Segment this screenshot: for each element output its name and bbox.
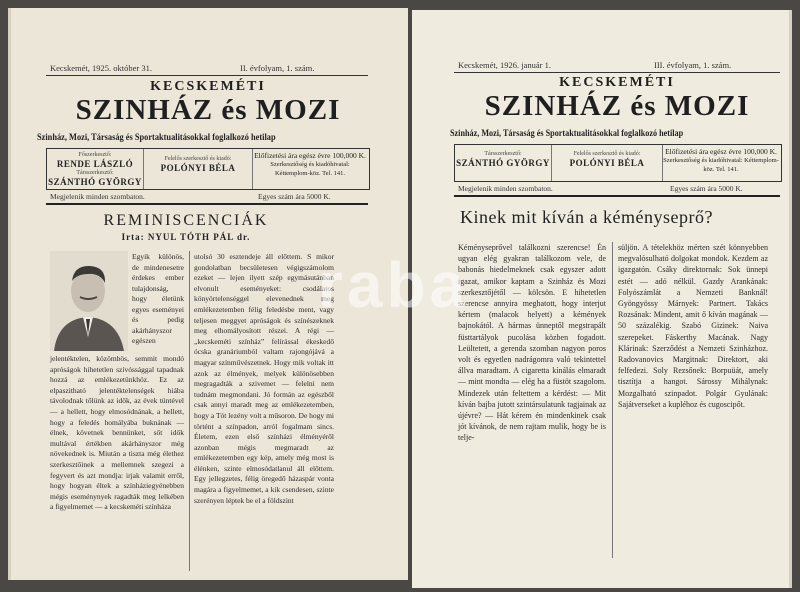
- co-editor-label: Társszerkesztő:: [76, 170, 114, 176]
- article-column-1: Kéményseprővel találkozni szerencse! Én ugyan elég gyakran találkozom vele, de babonás hiedelmeknek csak egyszer adott igazat, amikor kaptam a Szinház és Mozi szerkesztőjétől — kölcsön. E hihetetlen szerencse annyira meghatott, hogy interjut kértem (malacok helyett) a kémények bajnokától. A hármas ünneptől megstrapált füsttartályok pucolása közben fogadott. Leültetett, a gerenda szomban nagyon poros volt és egyetlen nadrágomra való tekintettel állva maradtam. A cigaretta kínálás elmaradt — mint mondta — elég ha a füstöt szagolom. Mindezek után feltettem a kérdést: — Mit kíván bajba jutott szintársulatunk tagjainak az újévre? — Hát kérem én mindenkinek csak jót kívánok, de nem rajtam mulik, hogy be is telje-: [458, 243, 606, 443]
- article-title: REMINISCENCIÁK: [103, 212, 269, 229]
- page-edge: [789, 10, 792, 588]
- masthead-small: KECSKEMÉTI: [559, 75, 675, 90]
- masthead-title: SZINHÁZ és MOZI: [484, 90, 750, 122]
- watermark: raba: [318, 249, 470, 321]
- editor-cell: [47, 151, 143, 187]
- editor-name: RENDE LÁSZLÓ: [56, 159, 134, 169]
- price-note: Egyes szám ára 5000 K.: [670, 184, 743, 193]
- date-line: Kecskemét, 1925. október 31.: [50, 63, 152, 73]
- co-editor-label: Társszerkesztő:: [484, 151, 522, 157]
- publisher-name: POLÓNYI BÉLA: [160, 163, 236, 173]
- rule: [46, 203, 368, 205]
- editor-label: Főszerkesztő:: [78, 152, 112, 158]
- office-text: Szerkesztőség és kiadóhivatal: Kéttemplom-köz. Tel. 141.: [663, 157, 779, 173]
- volume-line: II. évfolyam, 1. szám.: [240, 63, 315, 73]
- co-editor-name: SZÁNTHÓ GYÖRGY: [48, 177, 142, 187]
- editor-cell: [455, 150, 551, 168]
- price-note: Egyes szám ára 5000 K.: [258, 192, 331, 201]
- office-text: Szerkesztőség és kiadóhivatal: Kéttemplom-köz. Tel. 141.: [270, 161, 350, 177]
- imprint-box: [454, 144, 782, 182]
- publisher-label: Felelős szerkesztő és kiadó:: [573, 151, 641, 157]
- subscription-cell: [663, 147, 779, 174]
- author-portrait: [50, 251, 128, 351]
- tagline: Szinház, Mozi, Társaság és Sportaktualitásokkal foglalkozó hetilap: [450, 129, 684, 139]
- subscription-cell: [253, 151, 367, 178]
- imprint-box: [46, 148, 370, 190]
- appears-note: Megjelenik minden szombaton.: [458, 184, 553, 193]
- appears-note: Megjelenik minden szombaton.: [50, 192, 145, 201]
- column-divider: [189, 251, 190, 571]
- tagline: Szinház, Mozi, Társaság és Sportaktualitásokkal foglalkozó hetilap: [37, 133, 276, 143]
- page-edge: [8, 8, 11, 580]
- publisher-name: POLÓNYI BÉLA: [569, 158, 645, 168]
- subscription-text: Előfizetési ára egész évre 100,000 K.: [254, 151, 366, 160]
- rule: [46, 75, 368, 76]
- masthead: [456, 75, 778, 121]
- rule: [454, 72, 780, 73]
- masthead-small: KECSKEMÉTI: [150, 79, 266, 94]
- publisher-label: Felelős szerkesztő és kiadó:: [164, 156, 232, 162]
- column-divider: [612, 242, 613, 558]
- article-column-2: utolsó 30 esztendeje áll előttem. S mikor gondolatban becsületesen végigszámolom ezeket — lejen ilyett szép egymásutánban elvonult eseményeket: csodálatos könyörtelenséggel elevenednek meg emlékezetemben félig feledésbe ment, vagy teljesen meggyet apróságok és színészeknek meg elhomályosított részei. A régi — „kecskeméti színház” felírással ékeskedő ócska granáriumból valtam rajongójává a magyar színművészetnek. Hogy mik voltak itt azok az élmények, melyek különösebben megragadták a szivemet — felelni nem tudnám megmondani. Jó formán az egészből csak annyi maradt meg az emlékezetemben, hogy a Tót lezény volt a műsoron. De hogy mi történt a színpadon, arról fogalmam sincs. Életem, ezen első színházi élményéről azonban mégis megmaradt az emlékezetemben egy kép, amely még most is élénken, szinte elmosódatlanul áll előttem. Egy jellegzetes, félig öregedő házaspár vonta magára a figyelmemet, a kik csendesen, szinte szerényen léptek be el a földszint: [194, 252, 334, 505]
- rule: [454, 195, 780, 197]
- date-line: Kecskemét, 1926. január 1.: [458, 60, 551, 70]
- subscription-text: Előfizetési ára egész évre 100,000 K.: [665, 147, 777, 156]
- masthead: [48, 79, 368, 125]
- article-title: Kinek mit kíván a kéményseprő?: [460, 207, 713, 227]
- publisher-cell: [552, 150, 662, 168]
- article-column-1-top: Egyik különös, de mindenesetre érdekes ember tulajdonság, hogy életünk egyes eseményei és pedig akárhányszor egészen: [132, 252, 184, 345]
- masthead-title: SZINHÁZ és MOZI: [75, 94, 341, 126]
- article-byline: Irta: NYUL TÓTH PÁL dr.: [121, 232, 251, 242]
- co-editor-name: SZÁNTHÓ GYÖRGY: [456, 158, 550, 168]
- publisher-cell: [144, 155, 252, 173]
- volume-line: III. évfolyam, 1. szám.: [654, 60, 732, 70]
- article-column-1: jelentéktelen, közömbös, semmit mondó apróságok hihetetlen szívóssággal tapadnak hozzá az emlékezetünkhöz. Ez az elpaszitható jelentéktelenségek hiába távolodnak tőlünk az idők, az évek tüntével — a hellett, hogy elmosódnának, a hellett, hogy a feledés homályába buknának — élnek, követnek bennünket, sőt idők multával értékben akárhányszor még növekednek is. Miután a tiszta még élethez szerkesztőinek a mellemnek szegezi a fegyvert és azt mondja: irjak valamit erről, hogy hogyan éltek a színháziegyénebben mégis eseménynyek ragadták meg lelkében a figyelmemet — a kecskeméti színháza: [50, 354, 184, 512]
- article-column-2: süljön. A tételekhöz mérten szét könnyebben megvalósulható dolgokat mondok. Kezdem az igazgatón. Csáky direktornak: Sok ünnepi estét — adó nélkül. Gazdy Arankának: Folyószámlát a Nemzeti Banknál! Gyöngyössy Márnyek: Partnert. Takács Rozsának: Mindent, amit ő kíván magának — 50 százalékig. Szabó Gizinek: Naiva szerepeket. Fáskerthy Macának. Nagy Klárinak: Szerződést a Nemzeti Szinházhoz. Radovanovics Margitnak: Direktort, aki felfedezi. Soly Rezsőnek: Borpuüát, amely tisztítja a hangot. Sárossy Mihálynak: Mozgalható szinpadot. Polgár Gyulának: Sajátverseket a kupléhoz és cugoscipőt.: [618, 243, 768, 409]
